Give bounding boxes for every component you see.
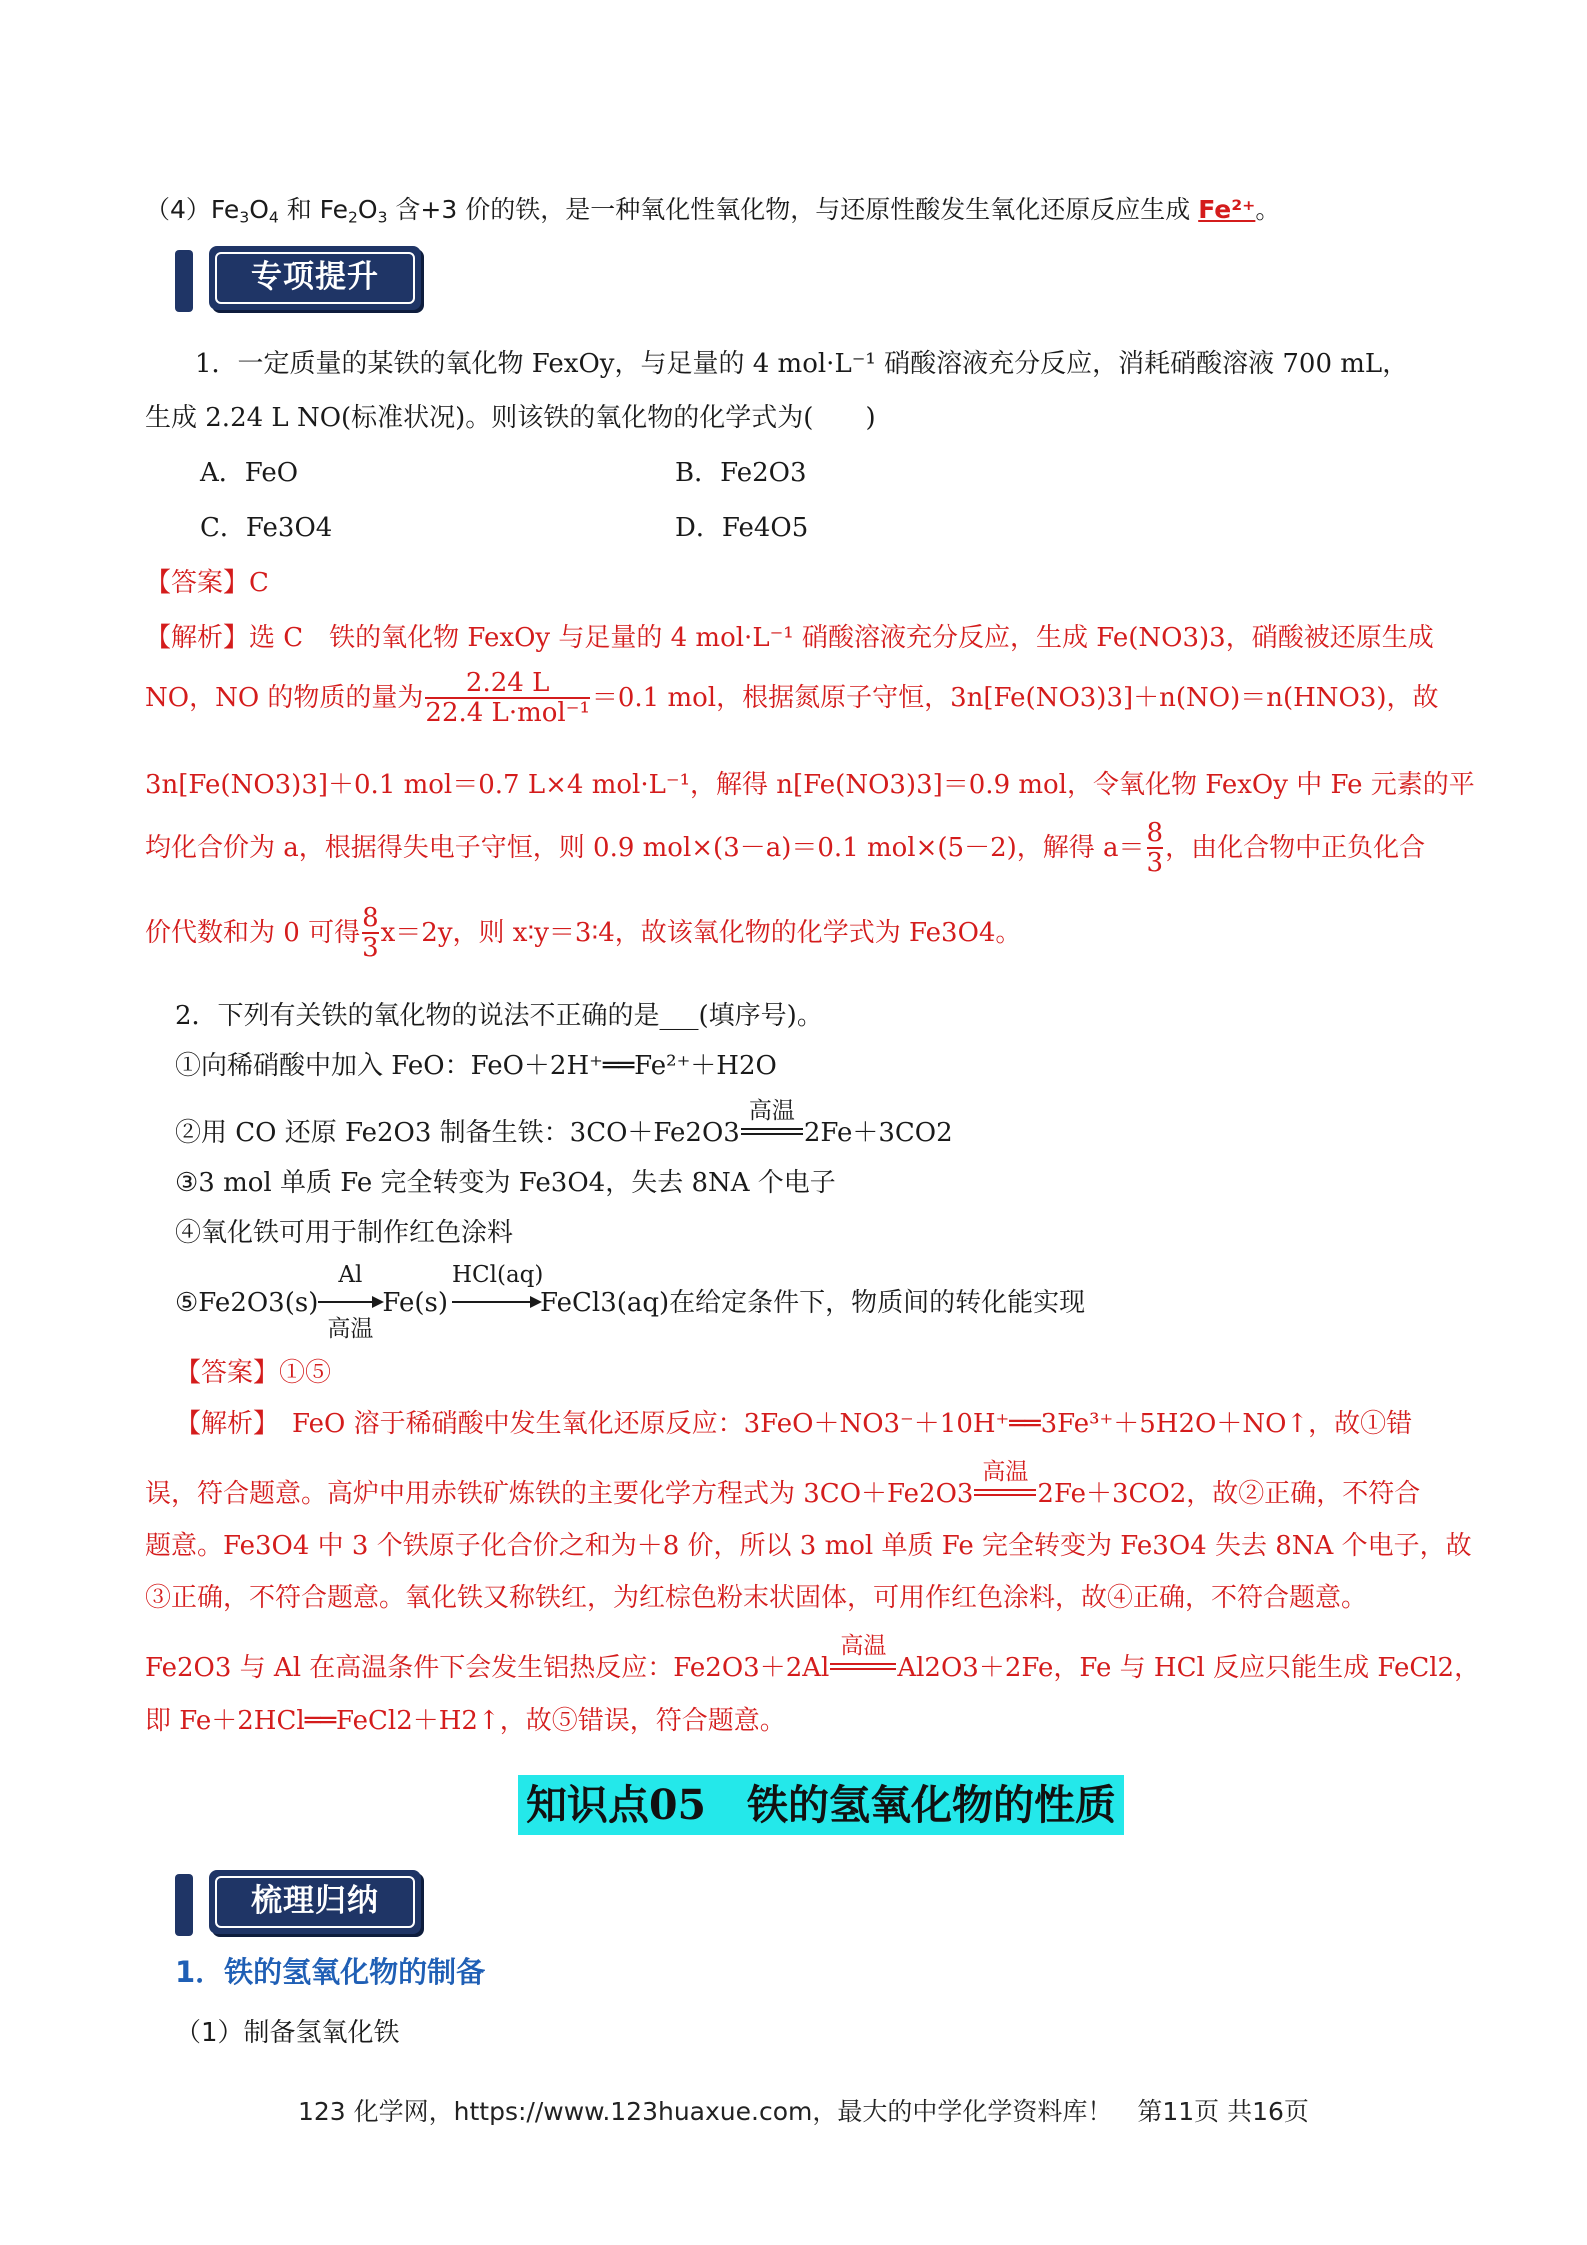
q2-analysis-line3: 题意。Fe3O4 中 3 个铁原子化合价之和为＋8 价，所以 3 mol 单质 Fe 完全转变为 Fe3O4 失去 8NA 个电子，故 xyxy=(145,1531,1472,1561)
q2-item-5 xyxy=(175,1262,1086,1342)
badge-label: 专项提升 xyxy=(215,252,415,304)
arrow-top-label: Al xyxy=(338,1262,363,1288)
arrow-icon xyxy=(452,1301,540,1303)
analysis-text: Al2O3＋2Fe，Fe 与 HCl 反应只能生成 FeCl2， xyxy=(897,1653,1481,1683)
q2-item-1: ①向稀硝酸中加入 FeO：FeO＋2H⁺══Fe²⁺＋H2O xyxy=(175,1051,777,1081)
q2-stem: 2．下列有关铁的氧化物的说法不正确的是___(填序号)。 xyxy=(175,1001,823,1031)
double-bar xyxy=(974,1489,1036,1496)
condition-label: 高温 xyxy=(840,1633,887,1659)
analysis-text: 2Fe＋3CO2，故②正确，不符合 xyxy=(1037,1479,1421,1509)
fraction-numerator: 8 xyxy=(1146,818,1164,848)
condition-high-temp xyxy=(974,1459,1036,1509)
condition-high-temp xyxy=(830,1633,896,1683)
arrow-hcl xyxy=(451,1262,544,1318)
badge-label: 梳理归纳 xyxy=(215,1876,415,1928)
q1-analysis-line5 xyxy=(145,905,1021,963)
condition-label: 高温 xyxy=(982,1459,1029,1485)
q1-analysis-line1: 【解析】选 C 铁的氧化物 FexOy 与足量的 4 mol·L⁻¹ 硝酸溶液充分反应，生成 Fe(NO3)3，硝酸被还原生成 xyxy=(145,623,1434,653)
analysis-text: 均化合价为 a，根据得失电子守恒，则 0.9 mol×(3－a)＝0.1 mol×(5－2)，解得 a＝ xyxy=(145,832,1145,863)
intro-text: （4）Fe xyxy=(145,195,240,224)
badge-special-upgrade xyxy=(175,246,425,312)
badge-bar xyxy=(175,1874,193,1936)
knowledge-point-heading: 知识点05 铁的氢氧化物的性质 xyxy=(518,1775,1124,1835)
q1-option-b: B．Fe2O3 xyxy=(675,458,807,488)
badge-bar xyxy=(175,250,193,312)
q2-item-4: ④氧化铁可用于制作红色涂料 xyxy=(175,1218,514,1248)
arrow-top-label: HCl(aq) xyxy=(451,1262,544,1288)
item-text: ⑤Fe2O3(s) xyxy=(175,1288,319,1318)
q1-analysis-line4 xyxy=(145,820,1425,878)
q2-item-3: ③3 mol 单质 Fe 完全转变为 Fe3O4，失去 8NA 个电子 xyxy=(175,1168,836,1198)
intro-text: 。 xyxy=(1255,195,1281,224)
item-text: 2Fe＋3CO2 xyxy=(803,1118,953,1148)
q1-answer: 【答案】C xyxy=(145,568,269,598)
intro-text: 含+3 价的铁，是一种氧化性氧化物，与还原性酸发生氧化还原反应生成 xyxy=(387,195,1199,224)
arrow-al-high-temp xyxy=(318,1262,382,1342)
q2-item-2 xyxy=(175,1098,953,1149)
intro-text: 和 Fe xyxy=(278,195,349,224)
fraction-denominator: 3 xyxy=(362,933,379,964)
intro-line: $(4)Fe_3O_4$ 和 $Fe_2O_3$ 含+3 价的铁，是一种氧化性氧化物，与还原性酸发生氧化还原反应生成 Fe²⁺。 xyxy=(145,195,1281,227)
section-title: 1．铁的氢氧化物的制备 xyxy=(175,1955,486,1989)
fraction-denominator: 22.4 L·mol⁻¹ xyxy=(425,698,590,729)
badge-box xyxy=(209,1870,421,1934)
arrow-bottom-label: 高温 xyxy=(327,1316,374,1342)
badge-summary xyxy=(175,1870,425,1936)
double-bar xyxy=(830,1663,896,1670)
fraction-numerator: 8 xyxy=(362,903,379,933)
fraction-mole-calc xyxy=(425,670,589,728)
q1-analysis-line3: 3n[Fe(NO3)3]＋0.1 mol＝0.7 L×4 mol·L⁻¹，解得 n[Fe(NO3)3]＝0.9 mol，令氧化物 FexOy 中 Fe 元素的平 xyxy=(145,770,1475,800)
q1-option-d: D．Fe4O5 xyxy=(675,513,809,543)
q1-stem-line1: 1．一定质量的某铁的氧化物 FexOy，与足量的 4 mol·L⁻¹ 硝酸溶液充分反应，消耗硝酸溶液 700 mL， xyxy=(195,349,1409,379)
fe2plus-highlight: Fe²⁺ xyxy=(1198,195,1256,224)
item-text: Fe(s) xyxy=(382,1288,448,1318)
q1-stem-line2: 生成 2.24 L NO(标准状况)。则该铁的氧化物的化学式为( ) xyxy=(145,403,876,433)
analysis-text: 价代数和为 0 可得 xyxy=(145,917,361,948)
item-text: FeCl3(aq)在给定条件下，物质间的转化能实现 xyxy=(539,1288,1086,1318)
fraction-eight-thirds xyxy=(1147,820,1164,878)
arrow-icon xyxy=(318,1301,382,1303)
q1-option-c: C．Fe3O4 xyxy=(200,513,333,543)
q2-analysis-line1: 【解析】 FeO 溶于稀硝酸中发生氧化还原反应：3FeO＋NO3⁻＋10H⁺══3Fe³⁺＋5H2O＋NO↑，故①错 xyxy=(175,1409,1413,1439)
fraction-denominator: 3 xyxy=(1146,848,1164,879)
q2-analysis-line2 xyxy=(145,1459,1421,1510)
q1-option-a: A．FeO xyxy=(200,458,299,488)
analysis-text: ＝0.1 mol，根据氮原子守恒，3n[Fe(NO3)3]＋n(NO)＝n(HNO3)，故 xyxy=(591,682,1439,713)
q2-analysis-line5 xyxy=(145,1633,1481,1684)
q2-analysis-line4: ③正确，不符合题意。氧化铁又称铁红，为红棕色粉末状固体，可用作红色涂料，故④正确，不符合题意。 xyxy=(145,1583,1368,1613)
fraction-eight-thirds xyxy=(362,905,379,963)
subsection-title: （1）制备氢氧化铁 xyxy=(175,2018,400,2048)
analysis-text: 误，符合题意。高炉中用赤铁矿炼铁的主要化学方程式为 3CO＋Fe2O3 xyxy=(145,1479,974,1509)
double-bar xyxy=(741,1128,803,1135)
page-footer: 123 化学网，https://www.123huaxue.com，最大的中学化学资料库！ 第11页 共16页 xyxy=(298,2097,1309,2126)
q2-analysis-line6: 即 Fe＋2HCl══FeCl2＋H2↑，故⑤错误，符合题意。 xyxy=(145,1706,786,1736)
q1-analysis-line2 xyxy=(145,670,1439,728)
analysis-text: Fe2O3 与 Al 在高温条件下会发生铝热反应：Fe2O3＋2Al xyxy=(145,1653,830,1683)
analysis-text: NO，NO 的物质的量为 xyxy=(145,682,424,713)
condition-high-temp xyxy=(741,1098,803,1148)
analysis-text: ，由化合物中正负化合 xyxy=(1165,832,1426,863)
condition-label: 高温 xyxy=(748,1098,795,1124)
analysis-text: x＝2y，则 x∶y＝3∶4，故该氧化物的化学式为 Fe3O4。 xyxy=(380,917,1022,948)
item-text: ②用 CO 还原 Fe2O3 制备生铁：3CO＋Fe2O3 xyxy=(175,1118,740,1148)
badge-box xyxy=(209,246,421,310)
fraction-numerator: 2.24 L xyxy=(465,668,550,698)
q2-answer: 【答案】①⑤ xyxy=(175,1358,332,1388)
